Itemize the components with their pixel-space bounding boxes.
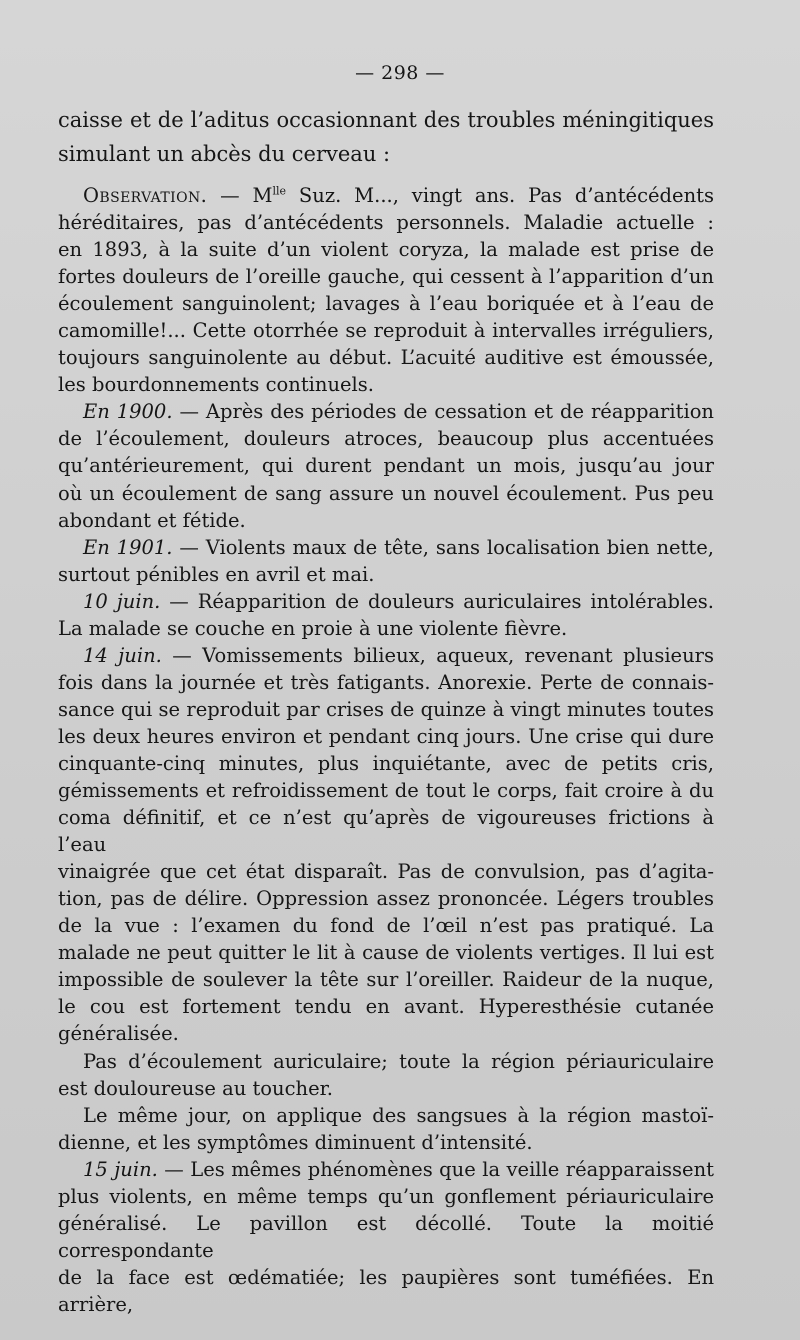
text-line: plus violents, en même temps qu’un gonflement périauriculaire	[58, 1184, 714, 1208]
text-line: caisse et de l’aditus occasionnant des troubles méningitiques	[58, 108, 714, 132]
text-line: abondant et fétide.	[58, 508, 246, 532]
text-line: généralisé. Le pavillon est décollé. Toute la moitié correspondante	[58, 1211, 714, 1262]
text-line: de la vue : l’examen du fond de l’œil n’est pas pratiqué. La	[58, 914, 714, 938]
text-line: sance qui se reproduit par crises de quinze à vingt minutes toutes	[58, 697, 714, 721]
paragraph-1900	[58, 398, 714, 533]
text-line: dienne, et les symptômes diminuent d’intensité.	[58, 1130, 533, 1154]
body-text	[58, 103, 714, 1318]
text-line: camomille!... Cette otorrhée se reproduit à intervalles irréguliers,	[58, 319, 714, 343]
text-line: vinaigrée que cet état disparaît. Pas de convulsion, pas d’agita-	[58, 860, 714, 884]
date-label: En 1901.	[83, 535, 173, 559]
text-line: En 1900. — Après des périodes de cessation et de réapparition	[83, 400, 714, 424]
text-line: tion, pas de délire. Oppression assez prononcée. Légers troubles	[58, 887, 714, 911]
text-line: impossible de soulever la tête sur l’oreiller. Raideur de la nuque,	[58, 968, 714, 992]
paragraph-14-juin	[58, 642, 714, 1048]
paragraph-15-juin	[58, 1156, 714, 1318]
text-line: où un écoulement de sang assure un nouvel écoulement. Pus peu	[58, 481, 714, 505]
paragraph-observation	[58, 182, 714, 398]
date-label: En 1900.	[83, 400, 173, 424]
text-line: est douloureuse au toucher.	[58, 1076, 333, 1100]
text-line: généralisée.	[58, 1022, 179, 1046]
paragraph-le-meme-jour	[58, 1102, 714, 1156]
text-line: fois dans la journée et très fatigants. Anorexie. Perte de connais-	[58, 670, 714, 694]
page-number: — 298 —	[355, 62, 445, 84]
text-line: Pas d’écoulement auriculaire; toute la région périauriculaire	[83, 1049, 714, 1073]
text-line: qu’antérieurement, qui durent pendant un mois, jusqu’au jour	[58, 454, 714, 478]
text-line: fortes douleurs de l’oreille gauche, qui cessent à l’apparition d’un	[58, 265, 714, 289]
date-label: 10 juin.	[83, 589, 161, 613]
text-line: les bourdonnements continuels.	[58, 373, 374, 397]
text-line: 14 juin. — Vomissements bilieux, aqueux, revenant plusieurs	[83, 643, 714, 667]
intro-paragraph	[58, 103, 714, 171]
text-line: malade ne peut quitter le lit à cause de violents vertiges. Il lui est	[58, 941, 714, 965]
text-line: En 1901. — Violents maux de tête, sans localisation bien nette,	[83, 535, 714, 559]
text-line: gémissements et refroidissement de tout le corps, fait croire à du	[58, 779, 714, 803]
text-line: de l’écoulement, douleurs atroces, beaucoup plus accentuées	[58, 427, 714, 451]
text-line: en 1893, à la suite d’un violent coryza, la malade est prise de	[58, 238, 714, 262]
text-line: de la face est œdématiée; les paupières sont tuméfiées. En arrière,	[58, 1265, 714, 1316]
paragraph-pas-d-ecoulement	[58, 1048, 714, 1102]
text-line: Observation. — $M^{lle}$ Suz. M..., vingt ans. Pas d’antécédents	[83, 184, 714, 207]
text-line: surtout pénibles en avril et mai.	[58, 562, 375, 586]
observation-label: Observation.	[83, 184, 208, 207]
paragraph-10-juin	[58, 588, 714, 642]
text-line: les deux heures environ et pendant cinq jours. Une crise qui dure	[58, 724, 714, 748]
paragraph-1901	[58, 534, 714, 588]
date-label: 14 juin.	[83, 643, 162, 667]
text-line: écoulement sanguinolent; lavages à l’eau boriquée et à l’eau de	[58, 292, 714, 316]
text-line: coma définitif, et ce n’est qu’après de vigoureuses frictions à l’eau	[58, 806, 714, 857]
text-line: La malade se couche en proie à une violente fièvre.	[58, 616, 568, 640]
text-line: simulant un abcès du cerveau :	[58, 142, 391, 166]
text-line: le cou est fortement tendu en avant. Hyperesthésie cutanée	[58, 995, 714, 1019]
text-line: 10 juin. — Réapparition de douleurs auriculaires intolérables.	[83, 589, 714, 613]
text-line: Le même jour, on applique des sangsues à la région mastoï-	[83, 1103, 714, 1127]
text-line: 15 juin. — Les mêmes phénomènes que la veille réapparaissent	[83, 1157, 714, 1181]
text-line: héréditaires, pas d’antécédents personnels. Maladie actuelle :	[58, 211, 714, 235]
date-label: 15 juin.	[83, 1157, 158, 1181]
text-line: cinquante-cinq minutes, plus inquiétante, avec de petits cris,	[58, 751, 714, 775]
text-line: toujours sanguinolente au début. L’acuité auditive est émoussée,	[58, 346, 714, 370]
